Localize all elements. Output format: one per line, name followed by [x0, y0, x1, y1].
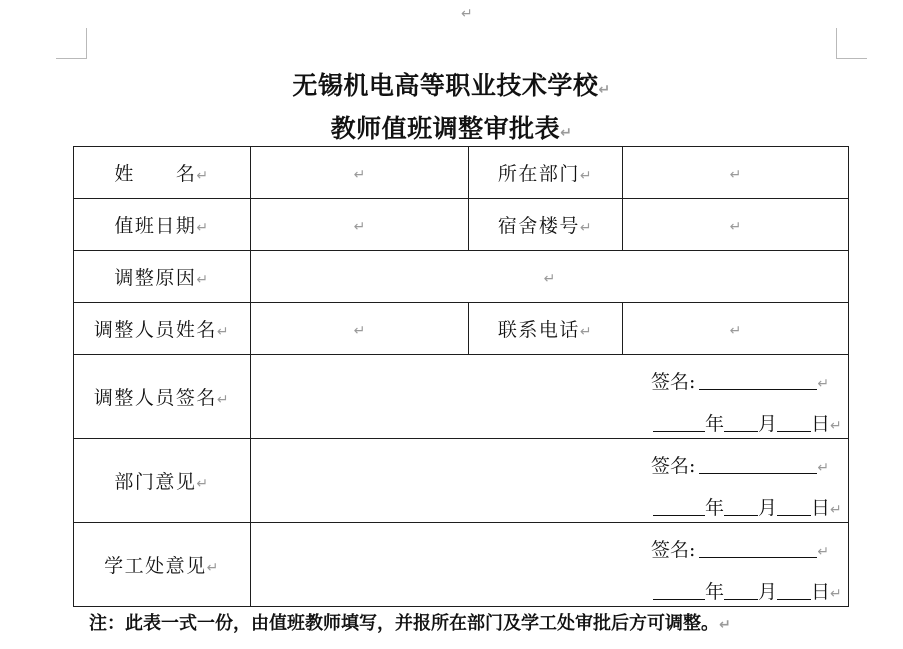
- table-row: [74, 251, 849, 303]
- page-corner-top-left: [56, 28, 87, 59]
- footer-note: 注：此表一式一份，由值班教师填写，并报所在部门及学工处审批后方可调整。↵: [89, 613, 731, 634]
- signature-line: 签名: ↵: [651, 539, 830, 561]
- form-title: 教师值班调整审批表↵: [330, 114, 573, 143]
- dorm-building-label: 宿舍楼号↵: [469, 199, 623, 251]
- paragraph-mark: ↵: [461, 6, 473, 22]
- adjust-person-name-value-cell[interactable]: ↵: [251, 303, 469, 355]
- date-line: 年 月 日↵: [653, 577, 842, 604]
- table-row: [74, 199, 849, 251]
- phone-value-cell[interactable]: ↵: [623, 303, 849, 355]
- student-affairs-opinion-label: 学工处意见↵: [74, 523, 251, 607]
- duty-date-label: 值班日期↵: [74, 199, 251, 251]
- adjust-person-sign-label: 调整人员签名↵: [74, 355, 251, 439]
- signature-line: 签名: ↵: [651, 371, 830, 393]
- table-row: [74, 355, 849, 439]
- signature-line: 签名: ↵: [651, 455, 830, 477]
- department-label: 所在部门↵: [469, 147, 623, 199]
- duty-date-value-cell[interactable]: ↵: [251, 199, 469, 251]
- table-row: [74, 439, 849, 523]
- department-opinion-label: 部门意见↵: [74, 439, 251, 523]
- name-value-cell[interactable]: ↵: [251, 147, 469, 199]
- dorm-building-value-cell[interactable]: ↵: [623, 199, 849, 251]
- adjust-person-name-label: 调整人员姓名↵: [74, 303, 251, 355]
- adjust-reason-value-cell[interactable]: ↵: [251, 251, 849, 303]
- school-title: 无锡机电高等职业技术学校↵: [292, 71, 611, 100]
- table-row: [74, 303, 849, 355]
- adjust-reason-label: 调整原因↵: [74, 251, 251, 303]
- table-row: [74, 523, 849, 607]
- page-corner-top-right: [836, 28, 867, 59]
- phone-label: 联系电话↵: [469, 303, 623, 355]
- table-row: [74, 147, 849, 199]
- department-opinion-cell[interactable]: [251, 439, 849, 523]
- date-line: 年 月 日↵: [653, 493, 842, 520]
- name-label: 姓 名↵: [74, 147, 251, 199]
- department-value-cell[interactable]: ↵: [623, 147, 849, 199]
- student-affairs-opinion-cell[interactable]: [251, 523, 849, 607]
- adjust-person-sign-cell[interactable]: [251, 355, 849, 439]
- date-line: 年 月 日↵: [653, 409, 842, 436]
- approval-form-table: [73, 146, 849, 607]
